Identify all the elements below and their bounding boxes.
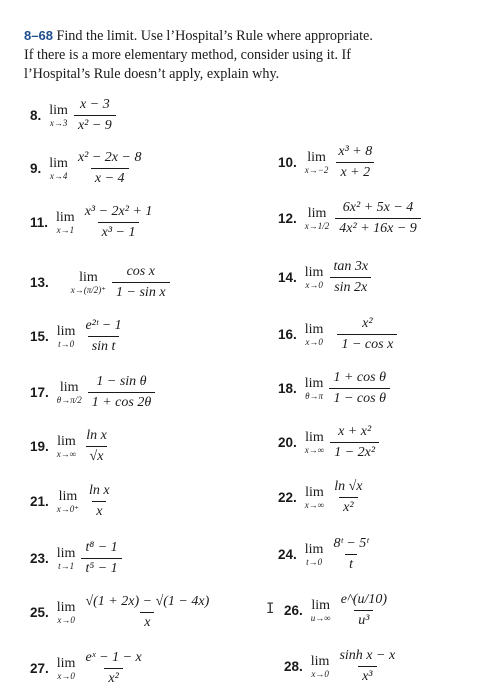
denominator: 1 − sin x: [112, 282, 170, 301]
lim-word: lim: [57, 433, 76, 449]
lim-subscript: x→0: [57, 614, 75, 625]
problem-9: [30, 150, 145, 187]
fraction: [112, 264, 170, 301]
lim-subscript: x→∞: [304, 444, 325, 455]
fraction: [82, 428, 111, 465]
fraction: [88, 374, 156, 411]
problem-number: 16.: [278, 327, 297, 342]
limit-operator: [305, 207, 330, 231]
fraction: [81, 318, 125, 355]
numerator: x³ − 2x² + 1: [84, 204, 153, 219]
denominator: sin t: [88, 336, 120, 355]
denominator: √x: [86, 446, 108, 465]
problem-number: 19.: [30, 439, 49, 454]
lim-word: lim: [59, 379, 79, 395]
problem-23: [30, 540, 122, 577]
limit-operator: [305, 431, 324, 455]
fraction: [74, 150, 146, 187]
denominator: x³: [358, 666, 376, 685]
lim-subscript: x→0⁺: [56, 503, 80, 514]
fraction: [74, 97, 116, 134]
fraction: [329, 536, 372, 573]
limit-operator: [57, 325, 76, 349]
fraction: [81, 650, 145, 687]
problem-8: [30, 97, 116, 134]
numerator: ln √x: [334, 479, 363, 494]
fraction: [335, 200, 421, 237]
denominator: 1 − cos θ: [329, 388, 390, 407]
problem-15: [30, 318, 126, 355]
fraction: [329, 259, 372, 296]
fraction: [81, 540, 121, 577]
fraction: [335, 648, 399, 685]
limit-operator: [311, 599, 331, 623]
denominator: t: [345, 554, 357, 573]
problem-number: 12.: [278, 211, 297, 226]
lim-subscript: x→∞: [56, 448, 77, 459]
denominator: x²: [104, 668, 122, 687]
fraction: [329, 370, 390, 407]
lim-subscript: t→0: [58, 338, 75, 349]
lim-word: lim: [305, 429, 324, 445]
problem-number: 23.: [30, 551, 49, 566]
fraction: [81, 594, 213, 631]
problem-16: [278, 316, 397, 353]
lim-subscript: x→3: [49, 117, 68, 128]
denominator: x² − 9: [74, 115, 116, 134]
denominator: x − 4: [91, 168, 129, 187]
problem-25: [30, 594, 213, 631]
lim-subscript: x→1/2: [304, 220, 330, 231]
problem-27: [30, 650, 146, 687]
denominator: x: [140, 612, 154, 631]
limit-operator: [311, 655, 330, 679]
lim-word: lim: [56, 655, 76, 671]
fraction: [85, 483, 114, 520]
lim-word: lim: [49, 155, 68, 171]
fraction: [337, 592, 391, 629]
limit-operator: [57, 657, 76, 681]
numerator: √(1 + 2x) − √(1 − 4x): [85, 594, 210, 609]
lim-word: lim: [304, 264, 324, 280]
numerator: tan 3x: [333, 259, 369, 274]
limit-operator: [305, 377, 324, 401]
lim-word: lim: [311, 597, 331, 613]
numerator: ln x: [89, 483, 110, 498]
lim-subscript: t→0: [306, 556, 323, 567]
fraction: [330, 424, 379, 461]
limit-operator: [305, 486, 324, 510]
lim-word: lim: [79, 269, 98, 285]
lim-subscript: t→1: [58, 560, 75, 571]
problem-number: 21.: [30, 494, 49, 509]
limit-operator: [57, 435, 76, 459]
problem-20: [278, 424, 379, 461]
denominator: 1 − 2x²: [330, 442, 379, 461]
lim-subscript: x→−2: [304, 164, 329, 175]
instructions-line3: l’Hospital’s Rule doesn’t apply, explain why.: [24, 66, 280, 82]
lim-subscript: x→∞: [304, 499, 325, 510]
problem-number: 15.: [30, 329, 49, 344]
denominator: x + 2: [336, 162, 374, 181]
lim-subscript: x→0: [305, 279, 323, 290]
denominator: 1 − cos x: [337, 334, 397, 353]
denominator: x²: [339, 497, 357, 516]
lim-subscript: x→(π/2)⁺: [70, 284, 107, 295]
problem-12: [278, 200, 421, 237]
lim-subscript: x→0: [311, 668, 329, 679]
fraction: [334, 144, 376, 181]
lim-word: lim: [304, 321, 324, 337]
problem-number: 22.: [278, 490, 297, 505]
lim-subscript: θ→π: [305, 390, 324, 401]
denominator: 1 + cos 2θ: [88, 392, 156, 411]
lim-subscript: θ→π/2: [56, 394, 82, 405]
problem-number: 14.: [278, 270, 297, 285]
numerator: eˣ − 1 − x: [85, 650, 142, 665]
denominator: x: [92, 501, 106, 520]
limit-operator: [305, 266, 324, 290]
lim-word: lim: [307, 149, 326, 165]
denominator: t⁵ − 1: [81, 558, 121, 577]
numerator: e²ᵗ − 1: [85, 318, 122, 333]
numerator: x − 3: [80, 97, 110, 112]
lim-word: lim: [56, 209, 75, 225]
problem-number: 25.: [30, 605, 49, 620]
problem-10: [278, 144, 376, 181]
lim-word: lim: [304, 375, 324, 391]
limit-operator: [57, 601, 76, 625]
problem-18: [278, 370, 390, 407]
numerator: sinh x − x: [339, 648, 396, 663]
lim-word: lim: [49, 102, 68, 118]
numerator: x + x²: [338, 424, 372, 439]
numerator: cos x: [126, 264, 155, 279]
denominator: sin 2x: [330, 277, 371, 296]
problem-19: [30, 428, 111, 465]
problem-number: 17.: [30, 385, 49, 400]
fraction: [330, 479, 366, 516]
numerator: 6x² + 5x − 4: [342, 200, 414, 215]
numerator: 1 − sin θ: [96, 374, 147, 389]
problem-11: [30, 204, 156, 241]
lim-word: lim: [56, 323, 76, 339]
problem-number: 10.: [278, 155, 297, 170]
problem-number: 24.: [278, 547, 297, 562]
problem-number: 9.: [30, 161, 42, 176]
denominator: u³: [354, 610, 373, 629]
lim-word: lim: [58, 488, 78, 504]
fraction: [337, 316, 397, 353]
problem-22: [278, 479, 367, 516]
problem-13: [30, 264, 170, 301]
problem-26: [284, 592, 391, 629]
lim-word: lim: [56, 545, 76, 561]
text-cursor-icon: I: [266, 601, 275, 617]
limit-operator: [57, 490, 79, 514]
numerator: x³ + 8: [338, 144, 373, 159]
limit-operator: [305, 543, 324, 567]
lim-subscript: u→∞: [310, 612, 331, 623]
problem-number: 27.: [30, 661, 49, 676]
problem-number: 13.: [30, 275, 49, 290]
denominator: x³ − 1: [98, 222, 140, 241]
fraction: [81, 204, 157, 241]
problem-number: 8.: [30, 108, 42, 123]
lim-subscript: x→1: [56, 224, 75, 235]
limit-operator: [71, 271, 106, 295]
lim-word: lim: [310, 653, 330, 669]
limit-operator: [49, 104, 68, 128]
numerator: e^(u/10): [340, 592, 388, 607]
limit-operator: [57, 381, 82, 405]
problem-28: [284, 648, 399, 685]
problem-17: [30, 374, 155, 411]
numerator: ln x: [86, 428, 107, 443]
problem-number: 18.: [278, 381, 297, 396]
numerator: 8ᵗ − 5ᵗ: [333, 536, 369, 551]
problem-14: [278, 259, 372, 296]
instructions-line1: Find the limit. Use l’Hospital’s Rule where appropriate.: [52, 28, 373, 44]
problem-number: 11.: [30, 215, 49, 230]
lim-subscript: x→4: [49, 170, 68, 181]
lim-word: lim: [304, 541, 324, 557]
lim-word: lim: [56, 599, 76, 615]
problem-number: 20.: [278, 435, 297, 450]
numerator: x²: [362, 316, 373, 331]
instructions-line2: If there is a more elementary method, consider using it. If: [24, 47, 351, 63]
instructions: [24, 26, 464, 84]
limit-operator: [305, 323, 324, 347]
problem-21: [30, 483, 114, 520]
limit-operator: [49, 157, 68, 181]
numerator: t⁸ − 1: [85, 540, 118, 555]
problem-number: 28.: [284, 659, 303, 674]
lim-word: lim: [305, 484, 324, 500]
limit-operator: [57, 547, 76, 571]
problem-number: 26.: [284, 603, 303, 618]
numerator: x² − 2x − 8: [77, 150, 142, 165]
lim-subscript: x→0: [305, 336, 323, 347]
problem-range: 8–68: [24, 28, 53, 43]
limit-operator: [305, 151, 329, 175]
limit-operator: [56, 211, 75, 235]
problem-24: [278, 536, 373, 573]
denominator: 4x² + 16x − 9: [335, 218, 421, 237]
lim-subscript: x→0: [57, 670, 75, 681]
numerator: 1 + cos θ: [333, 370, 386, 385]
lim-word: lim: [307, 205, 327, 221]
